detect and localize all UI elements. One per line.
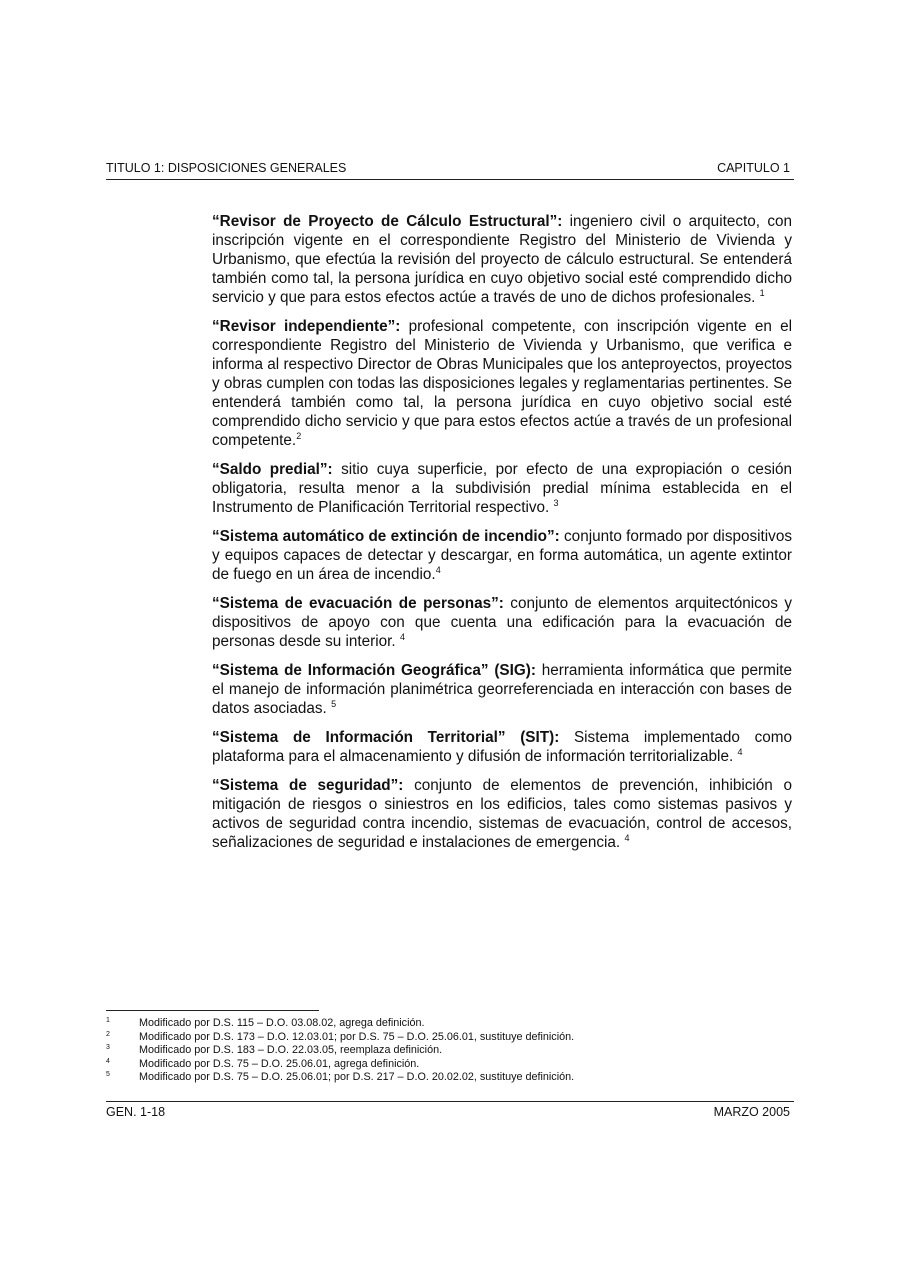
footnote-text: Modificado por D.S. 183 – D.O. 22.03.05, reemplaza definición.: [139, 1044, 443, 1057]
definition-term: “Sistema de Información Territorial” (SIT):: [212, 729, 560, 746]
footnote-separator: [106, 1010, 319, 1011]
definition-text: conjunto formado por dispositivos y equipos capaces de detectar y descargar, en forma automática, un agente extintor de fuego en un área de incendio.: [212, 528, 792, 583]
definition: [212, 661, 792, 718]
footnote-ref: 2: [296, 430, 302, 441]
definition-term: “Revisor de Proyecto de Cálculo Estructural”:: [212, 213, 563, 230]
footnote-ref: 3: [553, 497, 559, 508]
definition-text: conjunto de elementos arquitectónicos y dispositivos de apoyo con que cuenta una edificación para la evacuación de personas desde su interior.: [212, 595, 792, 650]
definition-text: sitio cuya superficie, por efecto de una expropiación o cesión obligatoria, resulta menor a la subdivisión predial mínima establecida en el Instrumento de Planificación Territorial respectivo.: [212, 461, 792, 516]
definition: [212, 460, 792, 517]
footnote-number: 4: [106, 1057, 110, 1065]
definition-text: conjunto de elementos de prevención, inhibición o mitigación de riesgos o siniestros en los edificios, tales como sistemas pasivos y activos de seguridad contra incendio, sistemas de evacuación, control de accesos, señalizaciones de seguridad e instalaciones de emergencia.: [212, 777, 793, 851]
footer-date: MARZO 2005: [713, 1105, 790, 1119]
definition: [212, 317, 792, 450]
definition-term: “Sistema automático de extinción de incendio”:: [212, 528, 560, 545]
definitions-list: [212, 212, 792, 862]
footnotes: [106, 1017, 806, 1085]
footnote-number: 2: [106, 1030, 110, 1038]
definition: [212, 776, 792, 852]
definition: [212, 594, 792, 651]
definition: [212, 728, 792, 766]
footnote-ref: 4: [737, 746, 743, 757]
definition-term: “Sistema de Información Geográfica” (SIG):: [212, 662, 536, 679]
page-footer: [106, 1101, 794, 1123]
footnote-ref: 5: [331, 698, 337, 709]
header-title: TITULO 1: DISPOSICIONES GENERALES: [106, 161, 347, 175]
footnote-number: 1: [106, 1017, 110, 1024]
definition: [212, 212, 792, 307]
footnote-text: Modificado por D.S. 115 – D.O. 03.08.02, agrega definición.: [139, 1017, 425, 1029]
footnote: [106, 1071, 806, 1085]
page-header: [106, 161, 794, 180]
footnote-number: 5: [106, 1071, 110, 1079]
footnote-text: Modificado por D.S. 75 – D.O. 25.06.01, agrega definición.: [139, 1057, 420, 1070]
definition-term: “Saldo predial”:: [212, 461, 333, 478]
footnote-number: 3: [106, 1044, 110, 1052]
footnote-text: Modificado por D.S. 75 – D.O. 25.06.01; por D.S. 217 – D.O. 20.02.02, sustituye definición.: [139, 1071, 575, 1084]
footnote: [106, 1031, 806, 1045]
footnote-ref: 4: [399, 631, 405, 642]
definition-text: profesional competente, con inscripción vigente en el correspondiente Registro del Ministerio de Vivienda y Urbanismo, que verifica e informa al respectivo Director de Obras Municipales que los anteproyectos, proyectos y obras cumplen con todas las disposiciones legales y reglamentarias pertinentes. Se entenderá también como tal, la persona jurídica en cuyo objetivo social esté comprendido dicho servicio y que para estos efectos actúe a través de un profesional competente.: [212, 318, 792, 449]
footnote: [106, 1044, 806, 1058]
definition: [212, 527, 792, 584]
footnote-ref: 1: [759, 287, 765, 298]
footnote-ref: 4: [435, 564, 441, 575]
definition-term: “Sistema de seguridad”:: [212, 777, 404, 794]
definition-text: Sistema implementado como plataforma para el almacenamiento y difusión de información territorializable.: [212, 729, 792, 765]
footnote-text: Modificado por D.S. 173 – D.O. 12.03.01; por D.S. 75 – D.O. 25.06.01, sustituye definición.: [139, 1030, 575, 1043]
footnote-ref: 4: [624, 832, 630, 843]
footnote: [106, 1058, 806, 1072]
page-number: GEN. 1-18: [106, 1105, 166, 1119]
header-chapter: CAPITULO 1: [717, 161, 790, 175]
definition-text: herramienta informática que permite el manejo de información planimétrica georreferenciada en interacción con bases de datos asociadas.: [212, 662, 792, 717]
definition-text: ingeniero civil o arquitecto, con inscripción vigente en el correspondiente Registro del Ministerio de Vivienda y Urbanismo, que efectúa la revisión del proyecto de cálculo estructural. Se entenderá también como tal, la persona jurídica en cuyo objetivo social esté comprendido dicho servicio y que para estos efectos actúe a través de uno de dichos profesionales.: [212, 213, 792, 306]
definition-term: “Revisor independiente”:: [212, 318, 401, 335]
definition-term: “Sistema de evacuación de personas”:: [212, 595, 504, 612]
footnote: [106, 1017, 806, 1031]
